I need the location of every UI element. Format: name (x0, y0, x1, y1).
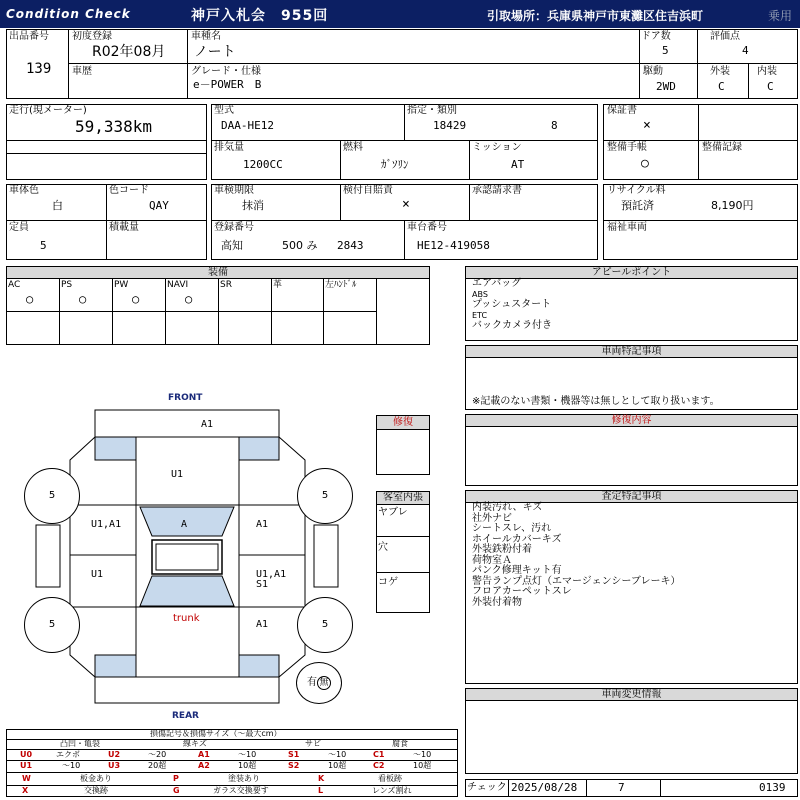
legend-group-corrosion: 腐食 (392, 739, 408, 748)
equip-ac-label: AC (8, 280, 21, 290)
legend-code: C1 (373, 750, 385, 759)
rear-window (140, 576, 234, 606)
legend-code: U1 (20, 761, 33, 770)
appeal-line: エアバッグ (472, 278, 522, 289)
plate-no: 2843 (337, 239, 364, 252)
lot-no-label: 出品番号 (9, 31, 49, 42)
color-code: QAY (149, 199, 169, 212)
equip-leather-label: 革 (273, 280, 283, 290)
lot-no: 139 (26, 61, 52, 77)
front-label: FRONT (168, 393, 203, 403)
form-title: Condition Check (6, 7, 131, 21)
approval-label: 承認請求書 (472, 185, 522, 196)
inspection-label: 車検期限 (214, 185, 254, 196)
displacement: 1200CC (243, 158, 283, 171)
interior-tear-label: ヤブレ (378, 507, 408, 518)
pickup-location: 引取場所：兵庫県神戸市東灘区住吉浜町 (487, 9, 704, 23)
mission-label: ミッション (472, 142, 522, 153)
spare-tire (296, 662, 342, 704)
tire-rear-left: 5 (24, 597, 80, 653)
trunk-label: trunk (173, 613, 200, 624)
exterior-label: 外装 (710, 66, 730, 77)
legend-code: K (318, 774, 325, 783)
chassis-label: 車台番号 (407, 222, 447, 233)
legend-desc: ～20 (148, 750, 167, 759)
change-info-header: 車両変更情報 (465, 688, 798, 701)
class-no: 8 (551, 119, 558, 132)
model-label: 型式 (214, 105, 234, 116)
legend-desc: 塗装あり (228, 774, 260, 783)
legend-group-dent: 凸凹・亀裂 (60, 739, 100, 748)
check-date: 2025/08/28 (511, 781, 578, 794)
doors-label: ドア数 (641, 31, 671, 42)
assessment-line: 荷物室Ａ (472, 554, 512, 566)
plate-area: 高知 (221, 239, 243, 252)
legend-code: X (22, 786, 29, 795)
legend-desc: 10超 (328, 761, 347, 770)
legend-group-scratch: 線キズ (183, 739, 207, 748)
corner-fr (239, 437, 279, 460)
special-note: ※記載のない書類・機器等は無しとして取り扱います。 (472, 396, 720, 407)
mark-rear-quarter-right: A1 (256, 619, 269, 630)
auction-name: 神戸入札会 955回 (191, 8, 329, 24)
legend-desc: ～10 (413, 750, 432, 759)
color-label: 車体色 (9, 185, 39, 196)
legend-code: A1 (198, 750, 210, 759)
drive: 2WD (656, 80, 676, 93)
legend-desc: レンズ割れ (372, 786, 412, 795)
legend-code: S1 (288, 750, 300, 759)
tire-rear-right: 5 (297, 597, 353, 653)
plate-label: 登録番号 (214, 222, 254, 233)
legend-desc: 板金あり (80, 774, 112, 783)
score: 4 (742, 44, 749, 57)
legend-desc: 交換跡 (84, 786, 108, 795)
liability-label: 検付自賠責 (343, 185, 393, 196)
check-label: チェック (467, 782, 507, 793)
mission: AT (511, 158, 525, 171)
recycle-label: リサイクル料 (607, 185, 666, 196)
corner-rr (239, 655, 279, 677)
fuel: ｶﾞｿﾘﾝ (381, 158, 409, 171)
vehicle-category: 乗用 (767, 9, 792, 23)
assessment-line: 外装付着物 (472, 596, 522, 608)
legend-code: U3 (108, 761, 121, 770)
color-code-label: 色コード (109, 185, 149, 196)
drive-label: 駆動 (643, 66, 663, 77)
assessment-line: 内装汚れ、キズ (472, 502, 543, 513)
maint-book: ○ (641, 156, 649, 171)
name-label: 車種名 (191, 31, 221, 42)
tire-front-left: 5 (24, 468, 80, 524)
repair-box-title: 修復 (376, 415, 430, 430)
repair-content-box (465, 426, 798, 486)
repair-content-header: 修復内容 (465, 414, 798, 427)
appeal-line: プッシュスタート (472, 299, 552, 310)
interior-hole-label: 穴 (378, 542, 388, 553)
legend-code: S2 (288, 761, 300, 770)
rear-label: REAR (172, 711, 199, 721)
maint-record-label: 整備記録 (702, 142, 742, 153)
appeal-line: バックカメラ付き (472, 320, 552, 331)
legend-group-rust: サビ (305, 739, 321, 748)
equip-lhd-label: 左ﾊﾝﾄﾞﾙ (325, 280, 357, 290)
designation: 18429 (433, 119, 467, 132)
change-info-box (465, 700, 798, 774)
legend-title: 損傷記号＆損傷サイズ（～最大cm） (150, 729, 282, 738)
equip-navi-label: NAVI (167, 280, 189, 290)
assessment-line: ホイールカバーキズ (472, 533, 562, 545)
legend-code: P (173, 774, 179, 783)
interior-burn-label: コゲ (378, 577, 398, 588)
equip-pw-value: ○ (132, 292, 140, 306)
load-label: 積載量 (109, 222, 139, 233)
legend-desc: ガラス交換要す (213, 786, 269, 795)
mileage-label: 走行(現メーター) (9, 105, 87, 116)
history-label: 車歴 (72, 66, 92, 77)
legend-code: A2 (198, 761, 210, 770)
appeal-line: ETC (472, 310, 488, 320)
legend-code: L (318, 786, 324, 795)
legend-desc: 看板跡 (378, 774, 402, 783)
legend-code: U2 (108, 750, 121, 759)
first-reg: R02年08月 (92, 44, 166, 60)
appeal-header: アピールポイント (465, 266, 798, 279)
equip-ac-value: ○ (26, 292, 34, 306)
mark-windshield: A (181, 519, 188, 530)
interior-label: 内装 (757, 66, 777, 77)
grade: e－POWER B (193, 78, 262, 91)
recycle-fee: 8,190円 (711, 199, 754, 212)
assessment-line: パンク修理キット有 (472, 565, 562, 576)
appeal-line: ABS (472, 289, 488, 299)
equip-ps-value: ○ (79, 292, 87, 306)
capacity: 5 (40, 239, 47, 252)
maint-book-label: 整備手帳 (607, 142, 647, 153)
doors: 5 (662, 44, 669, 57)
legend-desc: ～10 (328, 750, 347, 759)
assessment-line: 警告ランプ点灯（エマージェンシーブレーキ） (472, 575, 681, 587)
legend-code: U0 (20, 750, 33, 759)
chassis-no: HE12-419058 (417, 239, 490, 252)
tire-front-right: 5 (297, 468, 353, 524)
capacity-label: 定員 (9, 222, 29, 233)
warranty: × (643, 118, 651, 133)
assessment-line: 外装鉄粉付着 (472, 544, 532, 555)
spare-circle: 無 (317, 676, 331, 690)
body-color: 白 (52, 199, 63, 212)
fuel-label: 燃料 (343, 142, 363, 153)
legend-desc: 10超 (238, 761, 257, 770)
designation-label: 指定・類別 (407, 105, 457, 116)
mark-left-front-door: U1,A1 (91, 519, 122, 530)
recycle-status: 預託済 (621, 199, 654, 212)
warranty-label: 保証書 (607, 105, 637, 116)
legend-desc: エクボ (56, 750, 80, 759)
score-label: 評価点 (710, 31, 740, 42)
mark-front-bumper: A1 (201, 419, 214, 430)
mark-right-rear-door-2: S1 (256, 579, 269, 590)
legend-code: C2 (373, 761, 385, 770)
mark-hood: U1 (171, 469, 184, 480)
legend-desc: 20超 (148, 761, 167, 770)
plate-class: 500 み (282, 239, 318, 252)
welfare-label: 福祉車両 (607, 222, 647, 233)
spare-label: 有 (307, 677, 317, 688)
model: DAA-HE12 (221, 119, 274, 132)
assessment-header: 査定特記事項 (465, 490, 798, 503)
check-num: 7 (618, 781, 625, 794)
equip-ps-label: PS (61, 280, 73, 290)
legend-desc: ～10 (238, 750, 257, 759)
assessment-line: フロアカーペットスレ (472, 586, 572, 597)
interior-box-title: 客室内張 (376, 491, 430, 505)
first-reg-label: 初度登録 (72, 31, 112, 42)
liability: × (402, 197, 410, 212)
assessment-line: シートスレ、汚れ (472, 523, 552, 534)
equipment-header: 装備 (6, 266, 430, 279)
mark-right-front-door: A1 (256, 519, 269, 530)
check-code: 0139 (759, 781, 786, 794)
special-header: 車両特記事項 (465, 345, 798, 358)
vehicle-name: ノート (194, 44, 236, 60)
inspection: 抹消 (242, 199, 264, 212)
mileage: 59,338km (75, 117, 153, 136)
displacement-label: 排気量 (214, 142, 244, 153)
legend-desc: 10超 (413, 761, 432, 770)
legend-desc: ～10 (62, 761, 81, 770)
corner-fl (95, 437, 136, 460)
assessment-line: 社外ナビ (472, 512, 512, 524)
legend-code: W (22, 774, 31, 783)
mark-left-rear-door: U1 (91, 569, 104, 580)
interior-grade: C (767, 80, 774, 93)
legend-code: G (173, 786, 180, 795)
corner-rl (95, 655, 136, 677)
equip-navi-value: ○ (185, 292, 193, 306)
equip-pw-label: PW (114, 280, 129, 290)
exterior-grade: C (718, 80, 725, 93)
equip-sr-label: SR (220, 280, 232, 290)
grade-label: グレード・仕様 (191, 66, 261, 77)
mark-right-rear-door: U1,A1 (256, 569, 287, 580)
